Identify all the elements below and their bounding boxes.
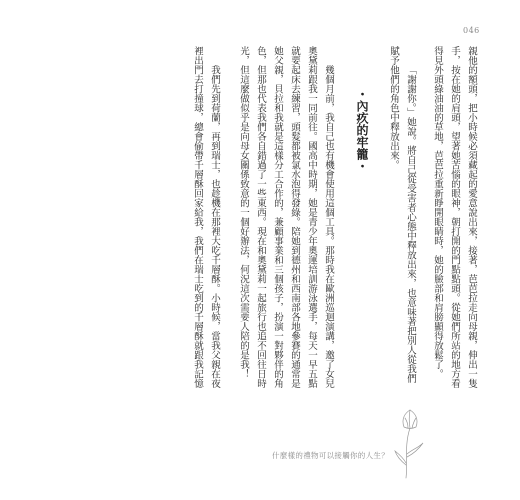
text-line: 我們先到荷蘭，再到瑞士，也趁機在那裡大吃千層酥。小時候，當我父親在夜: [209, 65, 220, 388]
text-line: 得見外頭綠油油的草地，芭芭拉重新睜開眼睛時，她的臉部和肩膀顯得放鬆了。: [432, 46, 443, 379]
running-footer: 什麼樣的禮物可以接觸你的人生？: [272, 451, 389, 460]
text-line: 光，但這麼做似乎是向母女關係致意的一個好辦法，何況這次需要人陪的是我！: [238, 46, 249, 379]
text-line: 手，按在她的肩頭，望著她苦惱的眼神，朝打開的門點點頭。從她們所站的地方看: [449, 46, 460, 388]
text-line: 她父親，貝拉和我就是這樣分工合作的，兼顧事業和三個孩子，扮演一對夥伴的角: [272, 46, 283, 388]
page-number: 046: [463, 26, 480, 35]
text-line: 裡出門去打撞球，總會偷帶千層酥回家給我，我們在瑞士吃到的千層酥就跟我記憶: [192, 46, 203, 388]
text-line: 「謝謝你。」她說。將自己從受害者心態中釋放出來，也意味著把別人從我們: [405, 65, 416, 384]
text-line: 賦予他們的角色中釋放出來。: [388, 46, 399, 170]
text-line: 幾個月前，我自己也有機會使用這個工具。那時我在歐洲巡迴演講，邀了女兒: [323, 65, 334, 388]
section-heading: ・內疚的牢籠・: [355, 88, 369, 172]
text-line: 色，但那也代表我們各自錯過了一些東西。現在和奧黛莉一起旅行也追不回往日時: [255, 46, 266, 388]
text-line: 奧黛莉跟我一同前往。國高中時期，她是青少年奧運培訓游泳選手，每天一早五點: [306, 46, 317, 388]
text-line: 就要起床去練習，頭髮都被氯水泡得發綠。陪她到德州和西南部各地參賽的通常是: [289, 46, 300, 388]
flower-icon: [392, 404, 432, 479]
text-line: 親他的額頭，把小時候必須藏起的愛意說出來，接著，芭芭拉走向母親，伸出一隻: [466, 46, 477, 388]
